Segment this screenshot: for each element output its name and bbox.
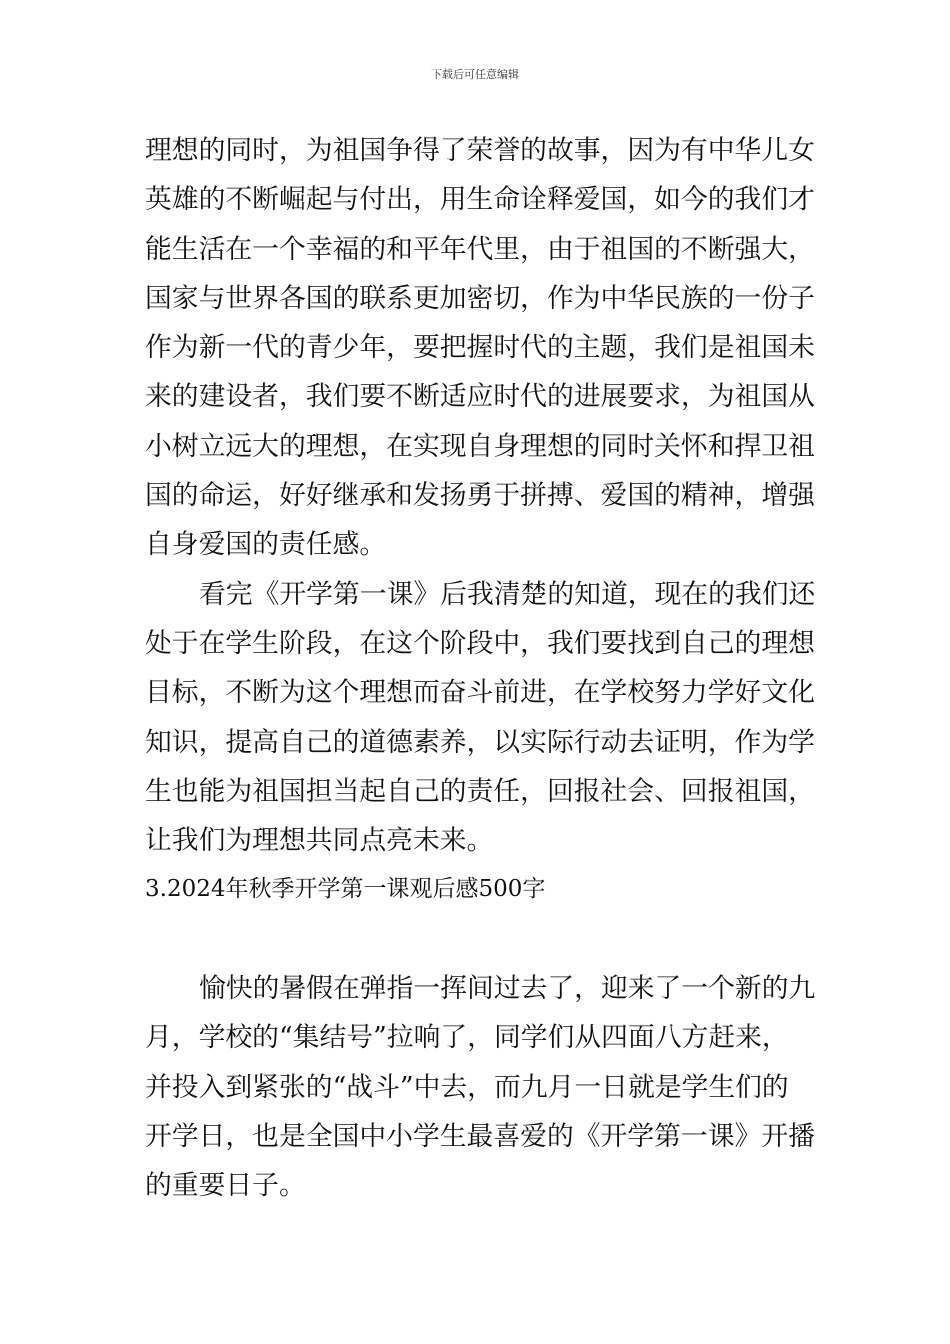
text-line: 作为新一代的青少年，要把握时代的主题，我们是祖国未 bbox=[145, 332, 815, 364]
text-line: 月，学校的“集结号”拉响了，同学们从四面八方赶来， bbox=[145, 1022, 789, 1054]
text-line: 愉快的暑假在弹指一挥间过去了，迎来了一个新的九 bbox=[199, 973, 816, 1005]
paragraph-1 bbox=[145, 126, 813, 570]
text-line: 生也能为祖国担当起自己的责任，回报社会、回报祖国， bbox=[145, 775, 815, 807]
text-line: 英雄的不断崛起与付出，用生命诠释爱国，如今的我们才 bbox=[145, 184, 815, 216]
text-line: 的重要日子。 bbox=[145, 1170, 306, 1202]
paragraph-2 bbox=[145, 570, 816, 866]
text-line: 来的建设者，我们要不断适应时代的进展要求，为祖国从 bbox=[145, 381, 815, 413]
text-line: 看完《开学第一课》后我清楚的知道，现在的我们还 bbox=[199, 578, 816, 610]
text-line: 小树立远大的理想，在实现自身理想的同时关怀和捍卫祖 bbox=[145, 430, 815, 462]
document-body bbox=[145, 126, 816, 1211]
text-line: 自身爱国的责任感。 bbox=[145, 529, 387, 561]
text-line: 理想的同时，为祖国争得了荣誉的故事，因为有中华儿女 bbox=[145, 135, 815, 166]
text-line: 目标，不断为这个理想而奋斗前进，在学校努力学好文化 bbox=[145, 677, 815, 709]
section-heading: 3.2024年秋季开学第一课观后感500字 bbox=[145, 876, 546, 903]
text-line: 开学日，也是全国中小学生最喜爱的《开学第一课》开播 bbox=[145, 1120, 815, 1152]
text-line: 知识，提高自己的道德素养，以实际行动去证明，作为学 bbox=[145, 726, 815, 758]
text-line: 国的命运，好好继承和发扬勇于拼搏、爱国的精神，增强 bbox=[145, 480, 815, 512]
text-line: 能生活在一个幸福的和平年代里，由于祖国的不断强大， bbox=[145, 233, 815, 265]
text-line: 并投入到紧张的“战斗”中去，而九月一日就是学生们的 bbox=[145, 1071, 789, 1103]
paragraph-3 bbox=[145, 964, 816, 1210]
text-line: 让我们为理想共同点亮未来。 bbox=[145, 825, 494, 857]
page-header: 下载后可任意编辑 bbox=[431, 68, 519, 81]
text-line: 处于在学生阶段，在这个阶段中，我们要找到自己的理想 bbox=[145, 627, 815, 659]
blank-line bbox=[145, 915, 813, 964]
text-line: 国家与世界各国的联系更加密切，作为中华民族的一份子 bbox=[145, 282, 815, 314]
